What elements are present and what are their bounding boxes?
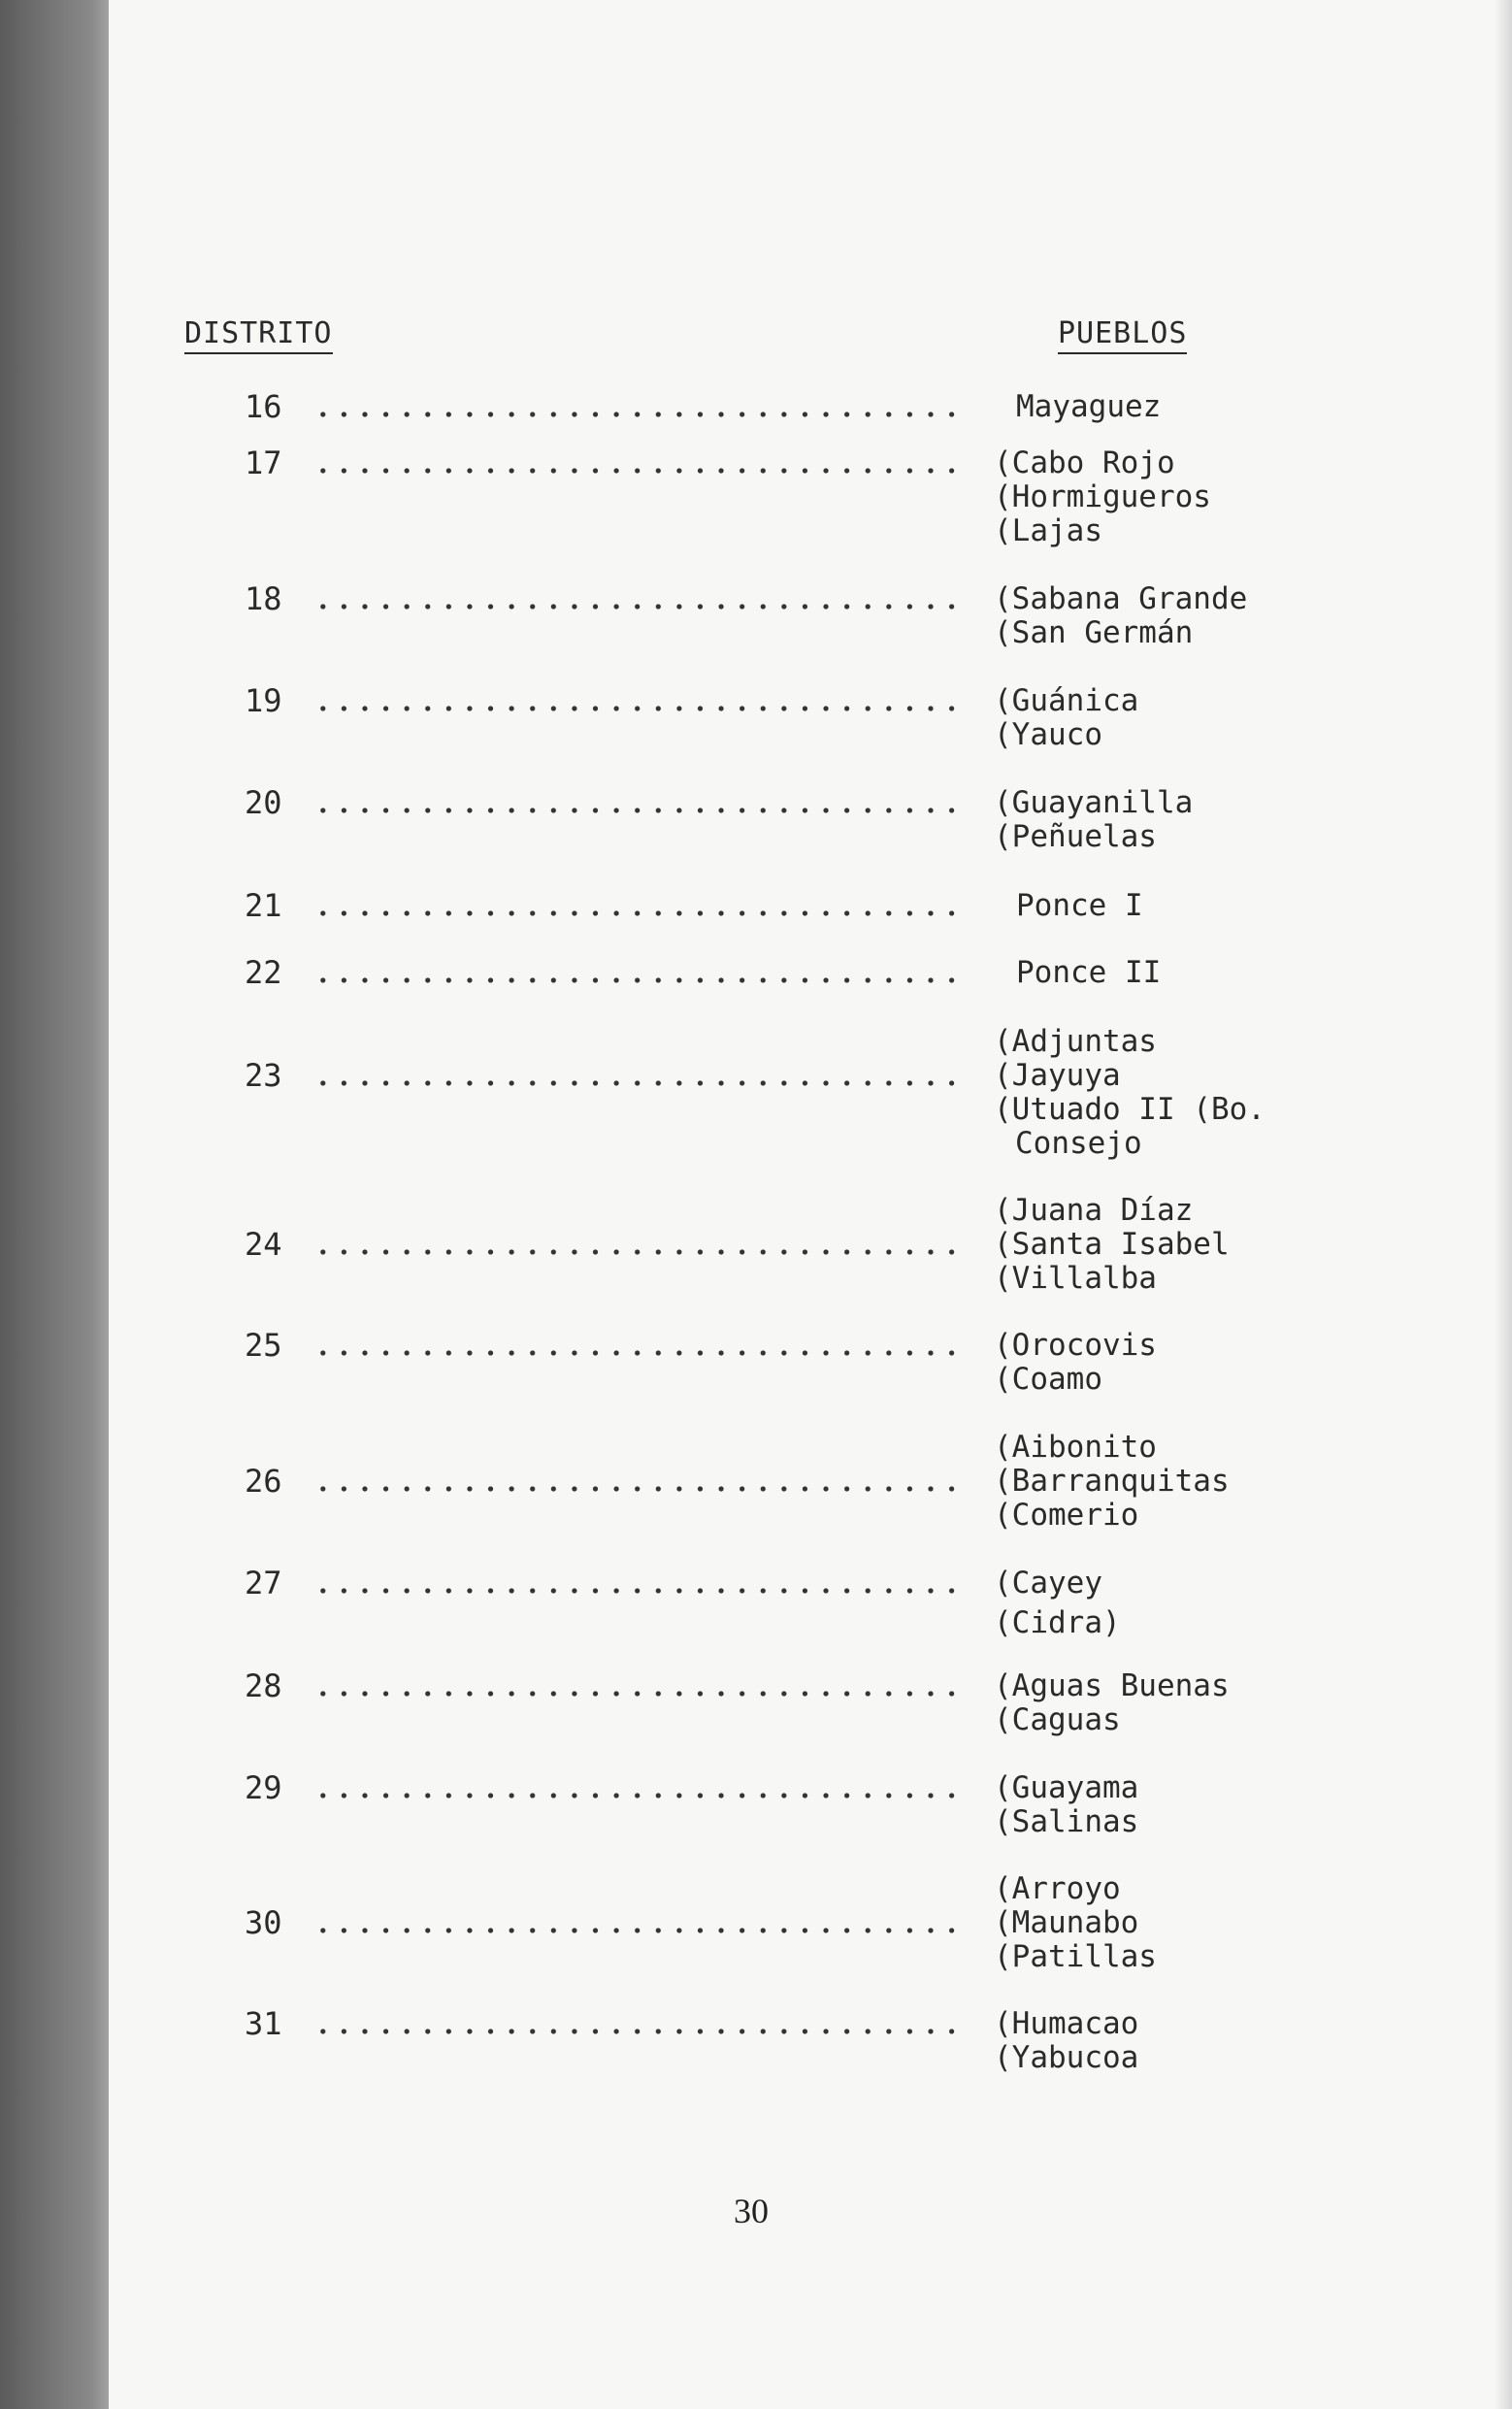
town-list [994, 1329, 1157, 1397]
document-page [109, 0, 1495, 2409]
town-name: (Sabana Grande [994, 581, 1248, 616]
town-name: (Maunabo [994, 1905, 1139, 1940]
district-number: 27 [245, 1565, 282, 1601]
district-number: 24 [245, 1226, 282, 1263]
town-list [994, 1872, 1157, 1974]
dot-leader [312, 412, 963, 417]
district-number: 31 [245, 2005, 282, 2042]
dot-leader [312, 977, 963, 983]
dot-leader [312, 1486, 963, 1492]
town-name: (Orocovis [994, 1328, 1157, 1363]
town-name: Ponce II [1016, 955, 1162, 990]
town-list [994, 582, 1247, 650]
district-number: 17 [245, 445, 282, 481]
town-name: (Humacao [994, 2006, 1139, 2041]
dot-leader [312, 706, 963, 711]
town-name: (Guánica [994, 683, 1139, 718]
dot-leader [312, 1928, 963, 1933]
district-number: 21 [245, 887, 282, 924]
district-number: 30 [245, 1904, 282, 1941]
dot-leader [312, 2029, 963, 2034]
dot-leader [312, 1793, 963, 1798]
town-list [994, 1194, 1230, 1296]
dot-leader [312, 604, 963, 610]
header-pueblos: PUEBLOS [1058, 316, 1187, 354]
town-name: (Hormigueros [994, 479, 1211, 514]
town-name: (Guayanilla [994, 785, 1194, 820]
town-name: (Lajas [994, 513, 1102, 548]
dot-leader [312, 1588, 963, 1594]
town-list [994, 1025, 1265, 1161]
town-name: Mayaguez [1016, 389, 1162, 424]
district-number: 18 [245, 580, 282, 617]
town-name: (Utuado II (Bo. [994, 1092, 1265, 1127]
district-number: 23 [245, 1057, 282, 1094]
dot-leader [312, 468, 963, 474]
district-number: 26 [245, 1463, 282, 1500]
town-list [1016, 956, 1161, 990]
header-distrito: DISTRITO [184, 316, 333, 354]
town-list [994, 1771, 1138, 1839]
town-name: (Yabucoa [994, 2040, 1139, 2075]
district-number: 25 [245, 1327, 282, 1364]
town-name: (Cidra) [994, 1605, 1121, 1640]
district-number: 28 [245, 1667, 282, 1704]
dot-leader [312, 808, 963, 813]
town-name: (Barranquitas [994, 1464, 1230, 1499]
town-list [994, 2007, 1138, 2075]
town-name: (Aibonito [994, 1430, 1157, 1465]
town-list [994, 1567, 1121, 1640]
district-number: 19 [245, 682, 282, 719]
district-number: 22 [245, 954, 282, 991]
town-name: (Cabo Rojo [994, 446, 1175, 480]
district-number: 16 [245, 388, 282, 425]
dot-leader [312, 910, 963, 916]
dot-leader [312, 1691, 963, 1697]
town-name: (Coamo [994, 1362, 1102, 1397]
town-name: (Juana Díaz [994, 1193, 1194, 1228]
town-list [994, 786, 1193, 854]
dot-leader [312, 1350, 963, 1356]
town-name: (Salinas [994, 1804, 1139, 1839]
town-name: (Yauco [994, 717, 1102, 752]
town-name: (Patillas [994, 1939, 1157, 1974]
town-name: (Aguas Buenas [994, 1668, 1230, 1703]
town-list [994, 1431, 1230, 1533]
district-number: 29 [245, 1769, 282, 1806]
town-name: (Villalba [994, 1261, 1157, 1296]
page-number: 30 [734, 2192, 769, 2230]
town-name: (San Germán [994, 615, 1194, 650]
town-name: (Santa Isabel [994, 1227, 1230, 1262]
town-list [994, 446, 1211, 548]
town-name: (Peñuelas [994, 819, 1157, 854]
town-list [1016, 390, 1161, 424]
town-name: (Guayama [994, 1770, 1139, 1805]
town-list [1016, 889, 1143, 923]
town-name: Ponce I [1016, 888, 1143, 923]
town-name: (Cayey [994, 1566, 1102, 1600]
dot-leader [312, 1249, 963, 1255]
town-list [994, 1669, 1230, 1737]
scan-page-edge [1495, 0, 1512, 2409]
town-name: (Arroyo [994, 1871, 1121, 1906]
town-name: (Adjuntas [994, 1024, 1157, 1059]
district-number: 20 [245, 784, 282, 821]
town-name: (Jayuya [994, 1058, 1121, 1093]
town-name: (Caguas [994, 1702, 1121, 1737]
town-list [994, 684, 1138, 752]
dot-leader [312, 1080, 963, 1086]
town-name: Consejo [1015, 1126, 1142, 1161]
scan-binding-shadow [0, 0, 109, 2409]
town-name: (Comerio [994, 1498, 1139, 1533]
